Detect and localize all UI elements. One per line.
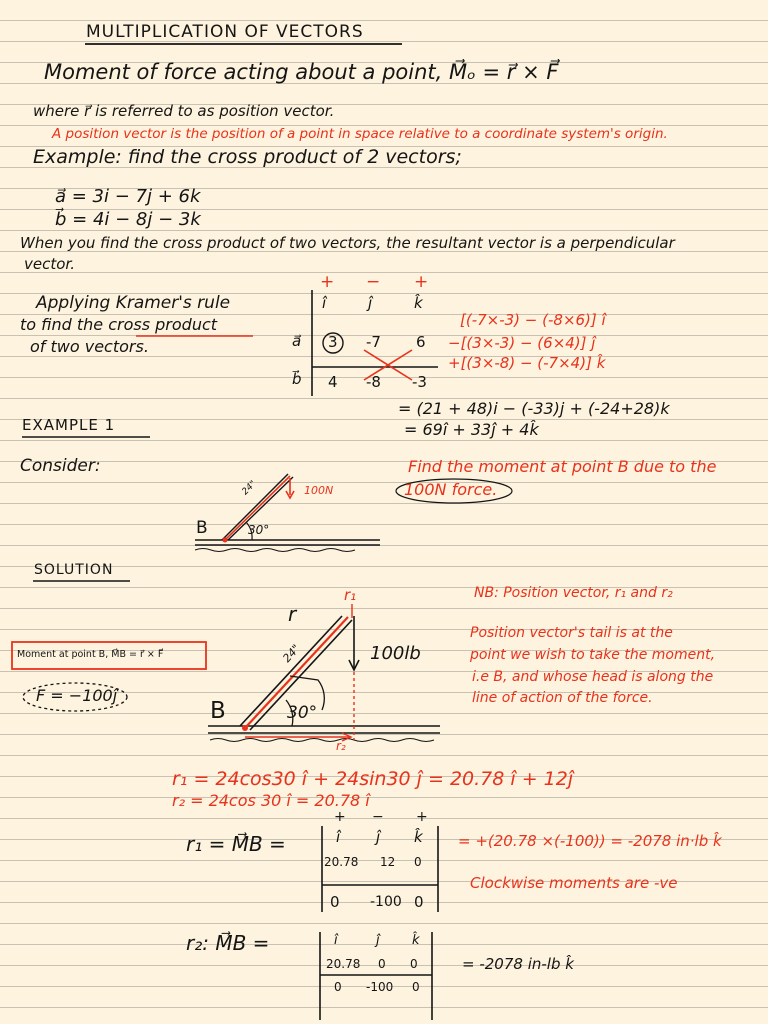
calc1-head-j: ĵ [376, 828, 381, 846]
calc1-r1-x: 20.78 [324, 855, 359, 869]
calc2-lhs: r₂: M⃗B = [186, 931, 270, 955]
matrix1-b2: -8 [366, 373, 381, 391]
moment-definition: Moment of force acting about a point, M⃗ₒ = r⃗ × F⃗ [44, 60, 559, 84]
calc2-head-i: î [334, 933, 338, 948]
kramer-step-3: +[(3×-8) − (-7×4)] k̂ [448, 354, 606, 372]
vector-b: b⃗ = 4i − 8j − 3k [55, 209, 201, 230]
matrix1-a1: 3 [328, 333, 338, 351]
fig1-angle-label: 30° [248, 523, 270, 537]
position-vector-definition: A position vector is the position of a point in space relative to a coordinate system's origin. [52, 126, 668, 142]
matrix1-head-j: ĵ [368, 294, 373, 312]
kramer-step-1: [(-7×-3) − (-8×6)] î [460, 311, 606, 329]
nb-note: NB: Position vector, r₁ and r₂ [474, 585, 673, 601]
fig1-force-label: 100N [304, 484, 334, 497]
calc1-r2-y: -100 [370, 894, 402, 910]
kramer-step-2: −[(3×-3) − (6×4)] ĵ [448, 334, 596, 352]
calc1-r2-x: 0 [330, 893, 340, 911]
r1-equation: r₁ = 24cos30 î + 24sin30 ĵ = 20.78 î + 12ĵ [172, 768, 574, 790]
calc1-head-i: î [336, 828, 341, 846]
where-line: where r⃗ is referred to as position vector. [33, 102, 335, 120]
matrix1-a3: 6 [416, 333, 426, 351]
matrix1-sign-k: + [414, 272, 429, 292]
example1-heading: EXAMPLE 1 [22, 416, 116, 434]
fig1-length-label: 24" [240, 479, 259, 498]
fig2-point-label: B [210, 698, 226, 724]
matrix1-sign-i: + [320, 272, 335, 292]
calc2-r2-z: 0 [412, 980, 420, 994]
result-line-2: = 69î + 33ĵ + 4k̂ [404, 420, 539, 439]
matrix1-head-k: k̂ [414, 294, 423, 312]
calc2-head-j: ĵ [376, 933, 380, 948]
fig2-angle-label: 30° [287, 703, 318, 723]
fig2-force-label: 100lb [370, 643, 421, 664]
calc1-sign-j: − [372, 809, 384, 825]
fig2-r1-label: r₁ [344, 586, 357, 604]
r2-equation: r₂ = 24cos 30 î = 20.78 î [172, 791, 370, 810]
position-note-2: point we wish to take the moment, [470, 647, 716, 663]
calc1-result: = +(20.78 ×(-100)) = -2078 in·lb k̂ [458, 832, 722, 850]
perpendicular-line-1: When you find the cross product of two vectors, the resultant vector is a perpendicular [20, 234, 675, 252]
calc1-sign-i: + [334, 809, 346, 825]
position-note-1: Position vector's tail is at the [470, 625, 673, 641]
fig2-length-label: 24" [280, 642, 303, 665]
figure2 [208, 604, 440, 742]
matrix1-b3: -3 [412, 373, 427, 391]
consider-label: Consider: [20, 456, 101, 476]
page-title: MULTIPLICATION OF VECTORS [86, 22, 364, 42]
calc1-lhs: r₁ = M⃗B = [186, 832, 286, 856]
figure1 [195, 474, 380, 552]
result-line-1: = (21 + 48)i − (-33)j + (-24+28)k [398, 399, 670, 418]
matrix1-head-i: î [322, 294, 327, 312]
calc2-head-k: k̂ [412, 933, 420, 948]
matrix1-a2: -7 [366, 333, 381, 351]
calc2-r1-y: 0 [378, 957, 386, 971]
calc1-r1-z: 0 [414, 855, 422, 869]
calc2-r2-y: -100 [366, 980, 394, 994]
solution-heading: SOLUTION [34, 562, 114, 578]
fig2-r2-label: r₂ [336, 739, 346, 753]
matrix1-label-a: a⃗ [292, 332, 302, 350]
find-moment-line-2: 100N force. [404, 480, 498, 499]
perpendicular-line-2: vector. [24, 255, 75, 273]
clockwise-note: Clockwise moments are -ve [470, 874, 678, 892]
moment-box-text: Moment at point B, M⃗B = r⃗ × F⃗ [17, 649, 164, 660]
find-moment-line-1: Find the moment at point B due to the [408, 457, 717, 476]
kramer-line-2: to find the cross product [20, 315, 218, 334]
kramer-line-3: of two vectors. [30, 337, 149, 356]
matrix1-label-b: b⃗ [292, 370, 302, 388]
vector-a: a⃗ = 3i − 7j + 6k [55, 186, 201, 207]
calc1-sign-k: + [416, 809, 428, 825]
calc1-head-k: k̂ [414, 828, 423, 846]
force-equation: F = −100ĵ [36, 686, 118, 705]
position-note-3: i.e B, and whose head is along the [472, 669, 714, 685]
calc1-r1-y: 12 [380, 855, 396, 869]
calc2-r1-z: 0 [410, 957, 418, 971]
example-line: Example: find the cross product of 2 vectors; [33, 146, 462, 168]
calc2-r1-x: 20.78 [326, 957, 361, 971]
fig2-r-label: r [288, 602, 297, 626]
fig1-point-label: B [196, 518, 208, 538]
calc2-r2-x: 0 [334, 980, 342, 994]
position-note-4: line of action of the force. [472, 690, 653, 706]
calc1-r2-z: 0 [414, 893, 424, 911]
matrix1-b1: 4 [328, 373, 338, 391]
calc2-result: = -2078 in-lb k̂ [462, 955, 574, 973]
matrix1-sign-j: − [366, 272, 381, 292]
kramer-line-1: Applying Kramer's rule [36, 293, 231, 313]
